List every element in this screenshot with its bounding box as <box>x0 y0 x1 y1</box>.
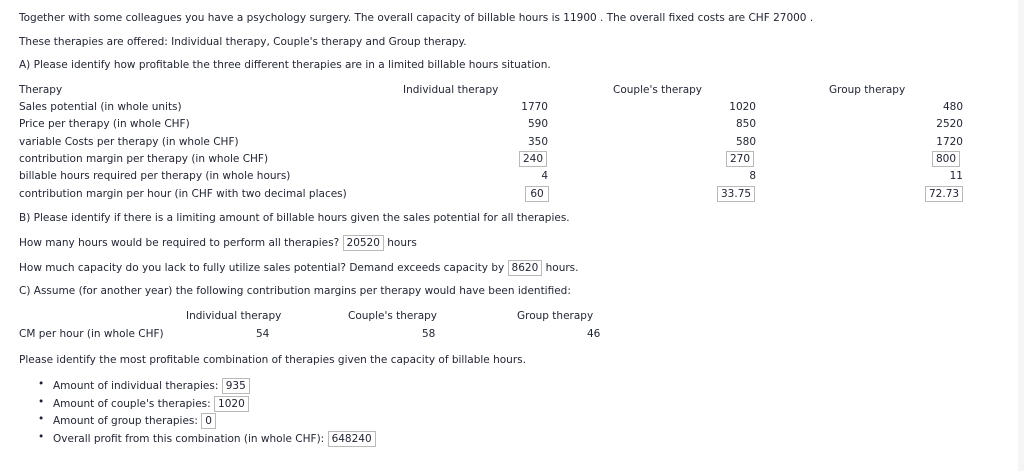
input-couples-cm-per-therapy[interactable]: 270 <box>726 151 754 167</box>
row-label-sales-potential: Sales potential (in whole units) <box>19 101 182 113</box>
hours-required-label: How many hours would be required to perform all therapies? <box>19 237 340 249</box>
value-individual-hours: 4 <box>541 170 548 182</box>
part-c-prompt: Please identify the most profitable combination of therapies given the capacity of billable hours. <box>19 354 526 366</box>
input-individual-cm-per-therapy[interactable]: 240 <box>519 151 547 167</box>
cm-per-hour-label: CM per hour (in whole CHF) <box>19 328 164 340</box>
table-header-therapy: Therapy <box>19 84 63 96</box>
capacity-lack-unit: hours. <box>545 262 579 274</box>
row-label-variable-costs: variable Costs per therapy (in whole CHF) <box>19 136 239 148</box>
value-couples-price: 850 <box>735 118 756 130</box>
value-individual-variable-costs: 350 <box>527 136 548 148</box>
cm-per-hour-couples: 58 <box>422 328 436 340</box>
value-couples-hours: 8 <box>749 170 756 182</box>
overall-profit-input[interactable]: 648240 <box>328 431 376 447</box>
value-group-variable-costs: 1720 <box>936 136 963 148</box>
row-label-cm-per-therapy: contribution margin per therapy (in whole CHF) <box>19 153 269 165</box>
answer-list <box>38 378 376 448</box>
group-amount-input[interactable]: 0 <box>201 413 216 429</box>
value-individual-sales: 1770 <box>521 101 548 113</box>
individual-amount-input[interactable]: 935 <box>222 378 250 394</box>
individual-amount-label: Amount of individual therapies: <box>53 380 219 392</box>
value-group-sales: 480 <box>942 101 963 113</box>
value-group-hours: 11 <box>949 170 963 182</box>
overall-profit-label: Overall profit from this combination (in whole CHF): <box>53 432 325 445</box>
part-c-question: C) Assume (for another year) the following contribution margins per therapy would have been identified: <box>19 285 571 297</box>
value-couples-sales: 1020 <box>729 101 756 113</box>
column-couples-therapy: Couple's therapy <box>613 84 703 96</box>
part-c-column-couples: Couple's therapy <box>348 310 438 322</box>
row-label-price: Price per therapy (in whole CHF) <box>19 118 190 130</box>
intro-line-1: Together with some colleagues you have a psychology surgery. The overall capacity of billable hours is 11900 . The overall fixed costs are CHF 27000 . <box>19 12 814 24</box>
part-b-capacity-line <box>19 260 578 276</box>
group-amount-label: Amount of group therapies: <box>53 415 198 427</box>
list-item <box>38 413 376 431</box>
couples-amount-label: Amount of couple's therapies: <box>53 397 211 410</box>
capacity-lack-label: How much capacity do you lack to fully utilize sales potential? Demand exceeds capacity by <box>19 262 505 274</box>
value-individual-price: 590 <box>527 118 548 130</box>
input-group-cm-per-hour[interactable]: 72.73 <box>925 186 963 202</box>
list-item <box>38 431 376 449</box>
page-scrollbar[interactable] <box>1018 0 1024 471</box>
value-group-price: 2520 <box>936 118 963 130</box>
row-label-cm-per-hour: contribution margin per hour (in CHF with two decimal places) <box>19 188 347 200</box>
value-couples-variable-costs: 580 <box>735 136 756 148</box>
cm-per-hour-individual: 54 <box>256 328 270 340</box>
input-group-cm-per-therapy[interactable]: 800 <box>932 151 960 167</box>
part-b-hours-line <box>19 235 417 251</box>
row-label-billable-hours: billable hours required per therapy (in whole hours) <box>19 170 291 182</box>
cm-per-hour-group: 46 <box>587 328 601 340</box>
part-a-question: A) Please identify how profitable the three different therapies are in a limited billable hours situation. <box>19 59 551 71</box>
input-individual-cm-per-hour[interactable]: 60 <box>525 186 549 202</box>
input-couples-cm-per-hour[interactable]: 33.75 <box>717 186 755 202</box>
capacity-lack-input[interactable]: 8620 <box>508 260 543 276</box>
part-c-column-individual: Individual therapy <box>186 310 282 322</box>
part-b-question: B) Please identify if there is a limiting amount of billable hours given the sales potential for all therapies. <box>19 212 570 224</box>
hours-required-unit: hours <box>387 237 417 249</box>
list-item <box>38 396 376 414</box>
column-group-therapy: Group therapy <box>829 84 906 96</box>
list-item <box>38 378 376 396</box>
intro-line-2: These therapies are offered: Individual therapy, Couple's therapy and Group therapy. <box>19 36 467 48</box>
part-c-column-group: Group therapy <box>517 310 594 322</box>
column-individual-therapy: Individual therapy <box>403 84 499 96</box>
couples-amount-input[interactable]: 1020 <box>214 396 249 412</box>
hours-required-input[interactable]: 20520 <box>343 235 384 251</box>
